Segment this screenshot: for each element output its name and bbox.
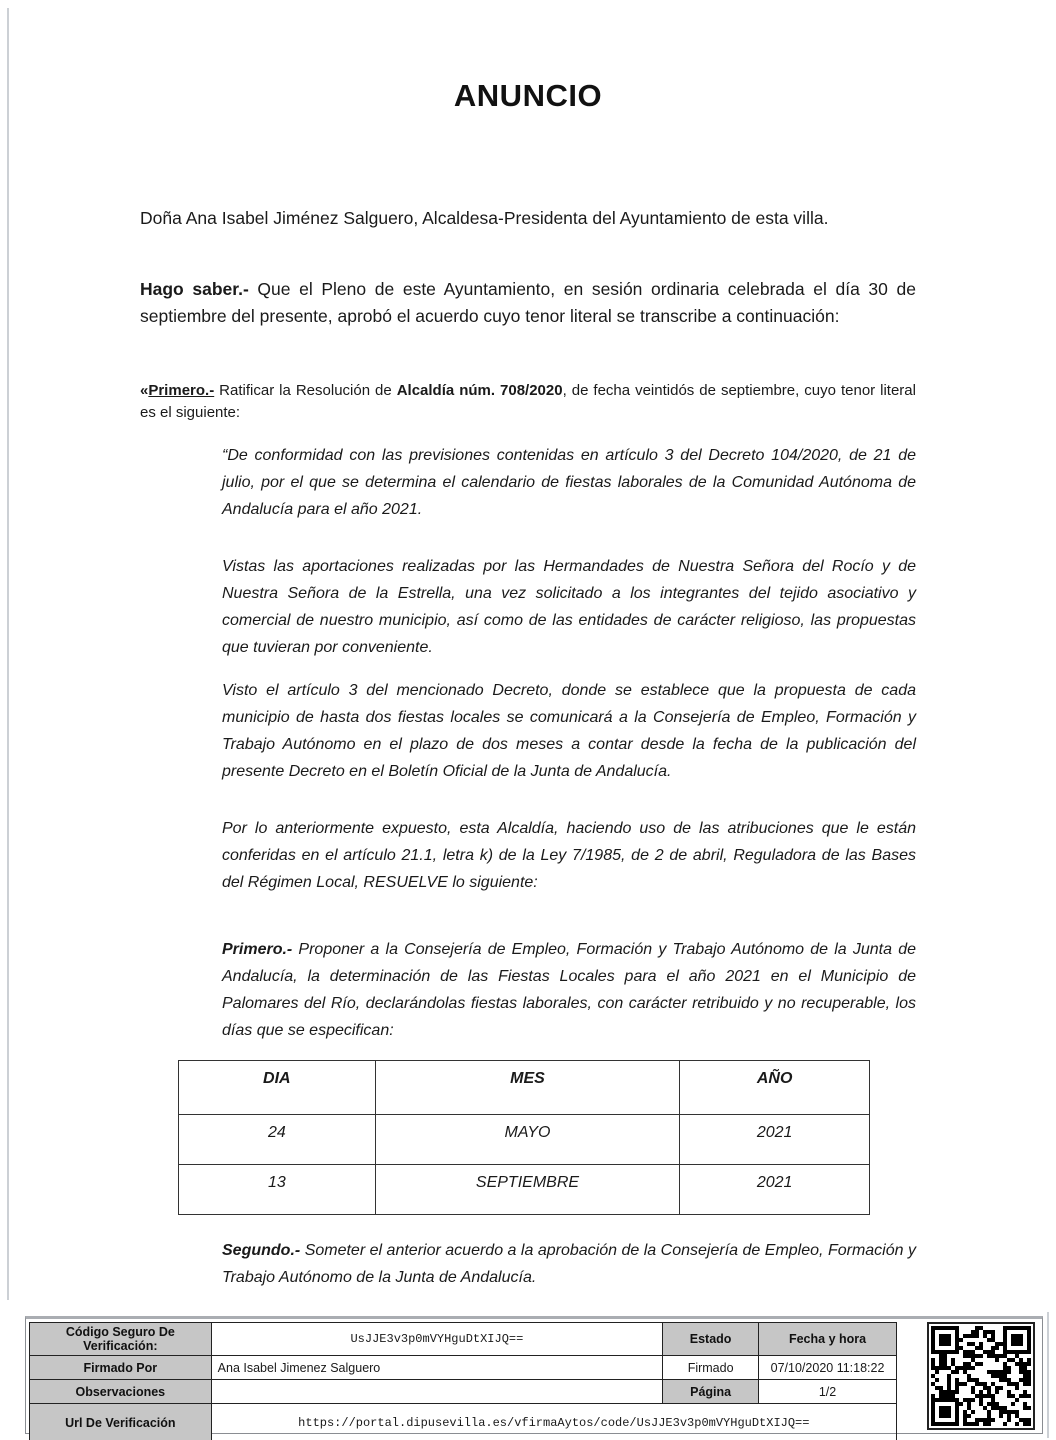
url-value: https://portal.dipusevilla.es/vfirmaAytos/code/UsJJE3v3p0mVYHguDtXIJQ==: [211, 1404, 896, 1440]
holidays-table-wrap: [178, 1060, 916, 1215]
segundo-text: Someter el anterior acuerdo a la aprobación de la Consejería de Empleo, Formación y Trabajo Autónomo de la Junta de Andalucía.: [222, 1242, 916, 1286]
intro-line: Doña Ana Isabel Jiménez Salguero, Alcaldesa-Presidenta del Ayuntamiento de esta villa.: [140, 208, 829, 228]
segundo-paragraph: [222, 1237, 916, 1291]
table-row: [179, 1115, 870, 1165]
csv-value: UsJJE3v3p0mVYHguDtXIJQ==: [211, 1323, 663, 1356]
url-label: Url De Verificación: [30, 1404, 212, 1440]
cell-mes-1: MAYO: [375, 1115, 680, 1165]
pagina-value: 1/2: [759, 1380, 897, 1404]
resolution-number: Alcaldía núm. 708/2020: [396, 382, 563, 399]
firmado-por-label: Firmado Por: [30, 1356, 212, 1380]
firmado-por-value: Ana Isabel Jimenez Salguero: [211, 1356, 663, 1380]
resolution-para-2: Vistas las aportaciones realizadas por las Hermandades de Nuestra Señora del Rocío y de Nuestra Señora de la Estrella, una vez solicitado a los integrantes del tejido asociativo y comercial de nuestro municipio, así como de las entidades de carácter religioso, las propuestas que tuvieran por conveniente.: [222, 558, 916, 656]
table-row: [30, 1404, 897, 1440]
holidays-table: [178, 1060, 870, 1215]
estado-value: Firmado: [663, 1356, 759, 1380]
qr-code-icon: [931, 1326, 1031, 1426]
scan-edge-left: [7, 8, 9, 1300]
table-row: [30, 1356, 897, 1380]
cell-dia-2: 13: [179, 1165, 376, 1215]
resolution-para-4: Por lo anteriormente expuesto, esta Alcaldía, haciendo uso de las atribuciones que le están conferidas en el artículo 21.1, letra k) de la Ley 7/1985, de 2 de abril, Reguladora de las Bases del Régimen Local, RESUELVE lo siguiente:: [222, 820, 916, 891]
col-header-ano: AÑO: [680, 1061, 870, 1115]
resolution-primero-label: Primero.-: [222, 941, 293, 958]
cell-ano-2: 2021: [680, 1165, 870, 1215]
cell-mes-2: SEPTIEMBRE: [375, 1165, 680, 1215]
cell-dia-1: 24: [179, 1115, 376, 1165]
table-row: [30, 1323, 897, 1356]
signature-verification-footer: [25, 1316, 1043, 1434]
csv-label: Código Seguro De Verificación:: [30, 1323, 212, 1356]
resolution-para-3: Visto el artículo 3 del mencionado Decreto, donde se establece que la propuesta de cada municipio de hasta dos fiestas locales se comunicará a la Consejería de Empleo, Formación y Trabajo Autónomo en el plazo de dos meses a contar desde la fecha de la publicación del presente Decreto en el Boletín Oficial de la Junta de Andalucía.: [222, 682, 916, 780]
opening-quote: «: [140, 382, 149, 399]
col-header-dia: DIA: [179, 1061, 376, 1115]
fecha-label: Fecha y hora: [759, 1323, 897, 1356]
document-body: [140, 0, 916, 1367]
cell-ano-1: 2021: [680, 1115, 870, 1165]
hago-saber-label: Hago saber.-: [140, 279, 249, 299]
primero-heading: [140, 380, 916, 424]
estado-label: Estado: [663, 1323, 759, 1356]
signature-table: [29, 1322, 897, 1440]
resolution-primero-text: Proponer a la Consejería de Empleo, Formación y Trabajo Autónomo de la Junta de Andalucía, la determinación de las Fiestas Locales para el año 2021 en el Municipio de Palomares del Río, declarándolas fiestas laborales, con carácter retribuido y no recuperable, los días que se especifican:: [222, 941, 916, 1039]
hago-saber-text: Que el Pleno de este Ayuntamiento, en sesión ordinaria celebrada el día 30 de septiembre del presente, aprobó el acuerdo cuyo tenor literal se transcribe a continuación:: [140, 279, 916, 326]
observaciones-label: Observaciones: [30, 1380, 212, 1404]
resolution-primero-paragraph: [222, 936, 916, 1044]
table-header-row: [179, 1061, 870, 1115]
fecha-value: 07/10/2020 11:18:22: [759, 1356, 897, 1380]
resolution-para-1: “De conformidad con las previsiones contenidas en artículo 3 del Decreto 104/2020, de 21 de julio, por el que se determina el calendario de fiestas laborales de la Comunidad Autónoma de Andalucía para el año 2021.: [222, 447, 916, 518]
observaciones-value: [211, 1380, 663, 1404]
segundo-label: Segundo.-: [222, 1242, 301, 1259]
primero-text-1: Ratificar la Resolución de: [214, 382, 397, 399]
scan-edge-right: [1047, 1312, 1049, 1438]
table-row: [179, 1165, 870, 1215]
hago-saber-paragraph: [140, 276, 916, 330]
col-header-mes: MES: [375, 1061, 680, 1115]
primero-text-2: , de fecha veintidós de septiembre, cuyo tenor literal es el siguiente:: [140, 382, 916, 421]
primero-label: Primero.-: [148, 382, 215, 399]
pagina-label: Página: [663, 1380, 759, 1404]
page-title: ANUNCIO: [453, 78, 603, 113]
qr-code-box: [927, 1322, 1035, 1430]
resolution-quote-block: [222, 442, 916, 1044]
table-row: [30, 1380, 897, 1404]
